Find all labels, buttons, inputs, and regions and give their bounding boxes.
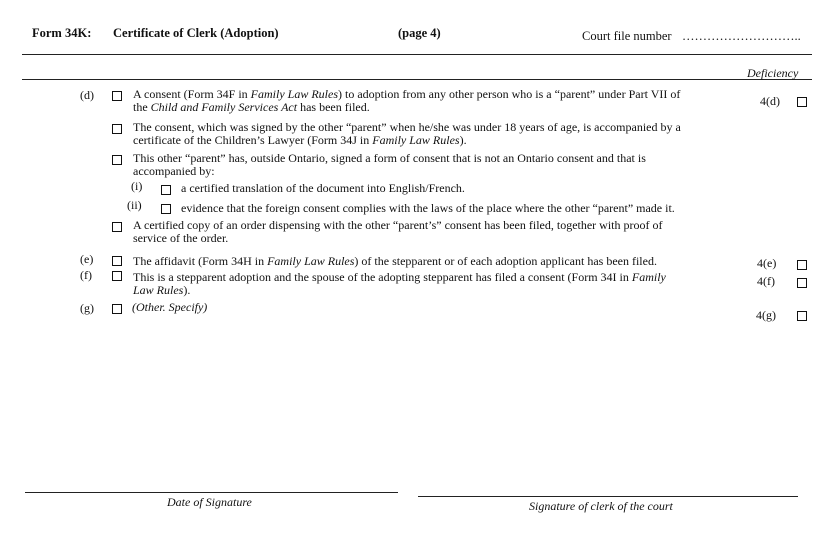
item-d-code: 4(d)	[760, 94, 780, 108]
item-d-i-label: (i)	[131, 179, 143, 193]
date-signature-label: Date of Signature	[167, 495, 252, 509]
item-d-i-checkbox[interactable]	[161, 185, 171, 195]
court-file-number-field[interactable]: ………………………..	[682, 29, 801, 43]
item-f-deficiency-checkbox[interactable]	[797, 278, 807, 288]
item-d-e-checkbox[interactable]	[112, 222, 122, 232]
item-d-text-e: A certified copy of an order dispensing with the other “parent’s” consent has been filed, together with proof of service of the order.	[133, 218, 663, 245]
clerk-signature-line[interactable]	[418, 496, 798, 497]
deficiency-heading: Deficiency	[747, 66, 799, 80]
form-title: Certificate of Clerk (Adoption)	[113, 26, 279, 40]
item-d-i-text: a certified translation of the document into English/French.	[181, 181, 465, 195]
item-d-text-c: This other “parent” has, outside Ontario, signed a form of consent that is not an Ontario consent and that is accompanied by:	[133, 151, 646, 178]
item-e-checkbox[interactable]	[112, 256, 122, 266]
item-f-text: This is a stepparent adoption and the spouse of the adopting stepparent has filed a consent (Form 34I in Family Law Rules).	[133, 270, 666, 297]
item-d-ii-checkbox[interactable]	[161, 204, 171, 214]
item-d-text-a: A consent (Form 34F in Family Law Rules) to adoption from any other person who is a “parent” under Part VII of the Child and Family Services Act has been filed.	[133, 87, 681, 114]
item-d-label: (d)	[80, 88, 94, 102]
clerk-signature-label: Signature of clerk of the court	[529, 499, 673, 513]
item-e-label: (e)	[80, 252, 94, 266]
item-g-text: (Other. Specify)	[132, 300, 208, 314]
court-file-label: Court file number	[582, 29, 672, 43]
header-rule	[22, 54, 812, 55]
page-indicator: (page 4)	[398, 26, 441, 40]
item-d-checkbox[interactable]	[112, 91, 122, 101]
item-e-deficiency-checkbox[interactable]	[797, 260, 807, 270]
item-e-text: The affidavit (Form 34H in Family Law Rules) of the stepparent or of each adoption applicant has been filed.	[133, 254, 657, 268]
date-signature-line[interactable]	[25, 492, 398, 493]
item-g-deficiency-checkbox[interactable]	[797, 311, 807, 321]
item-d-deficiency-checkbox[interactable]	[797, 97, 807, 107]
item-g-label: (g)	[80, 301, 94, 315]
item-d-text-b: The consent, which was signed by the other “parent” when he/she was under 18 years of age, is accompanied by a certificate of the Children’s Lawyer (Form 34J in Family Law Rules).	[133, 120, 681, 147]
item-d-ii-label: (ii)	[127, 198, 142, 212]
item-d-ii-text: evidence that the foreign consent complies with the laws of the place where the other “parent” made it.	[181, 201, 675, 215]
deficiency-rule	[22, 79, 812, 80]
item-d-c-checkbox[interactable]	[112, 155, 122, 165]
item-f-label: (f)	[80, 268, 92, 282]
item-f-checkbox[interactable]	[112, 271, 122, 281]
item-d-b-checkbox[interactable]	[112, 124, 122, 134]
item-g-checkbox[interactable]	[112, 304, 122, 314]
item-g-code: 4(g)	[756, 308, 776, 322]
item-f-code: 4(f)	[757, 274, 775, 288]
form-number: Form 34K:	[32, 26, 92, 40]
item-e-code: 4(e)	[757, 256, 777, 270]
